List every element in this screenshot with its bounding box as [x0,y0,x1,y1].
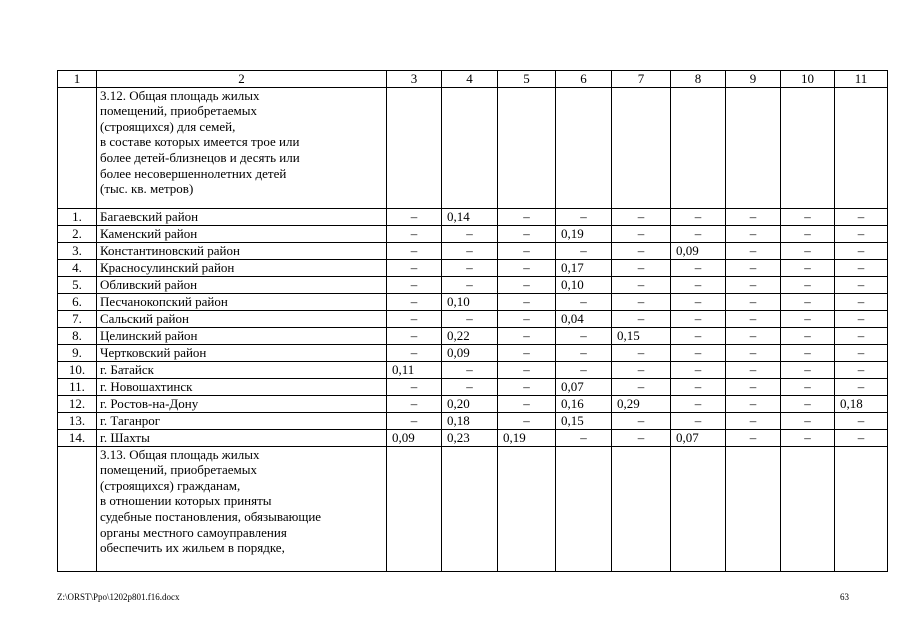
value-cell: – [835,412,888,429]
value-cell: – [387,327,442,344]
value-cell: – [781,395,835,412]
value-cell: – [442,378,498,395]
value-cell: – [387,412,442,429]
value-cell: – [612,208,671,225]
district-name: Сальский район [97,310,387,327]
value-cell: 0,17 [556,259,612,276]
data-table [57,70,888,572]
value-cell: 0,22 [442,327,498,344]
value-cell: – [835,259,888,276]
value-cell: – [387,378,442,395]
value-cell: – [835,344,888,361]
row-number: 2. [58,225,97,242]
header-row [58,71,888,88]
value-cell: – [387,310,442,327]
value-cell: – [387,259,442,276]
value-cell: – [781,293,835,310]
district-name: Багаевский район [97,208,387,225]
value-cell: – [498,310,556,327]
value-cell: – [726,378,781,395]
footer-file-path: Z:\ORST\Ppo\1202p801.f16.docx [57,592,180,602]
value-cell: – [726,412,781,429]
column-header-9: 9 [726,71,781,88]
value-cell: 0,15 [612,327,671,344]
value-cell: 0,04 [556,310,612,327]
value-cell: – [442,276,498,293]
column-header-4: 4 [442,71,498,88]
value-cell: – [726,310,781,327]
value-cell: – [835,429,888,446]
value-cell: – [726,429,781,446]
value-cell: – [726,225,781,242]
value-cell: – [387,276,442,293]
value-cell: – [442,310,498,327]
value-cell: – [781,310,835,327]
value-cell: – [498,378,556,395]
row-number: 13. [58,412,97,429]
section-row-3-12 [58,87,888,208]
value-cell: – [612,310,671,327]
value-cell: 0,09 [442,344,498,361]
empty-cell [556,87,612,208]
value-cell: – [387,225,442,242]
value-cell: – [781,208,835,225]
district-name: Обливский район [97,276,387,293]
empty-cell [498,446,556,571]
value-cell: – [498,327,556,344]
row-number: 4. [58,259,97,276]
value-cell: – [671,361,726,378]
empty-cell [612,446,671,571]
table-row [58,412,888,429]
district-name: Целинский район [97,327,387,344]
district-name: Чертковский район [97,344,387,361]
value-cell: 0,19 [556,225,612,242]
table-row [58,208,888,225]
value-cell: – [781,412,835,429]
value-cell: – [612,361,671,378]
row-number: 7. [58,310,97,327]
empty-cell [556,446,612,571]
row-number: 5. [58,276,97,293]
value-cell: – [498,259,556,276]
value-cell: – [387,395,442,412]
value-cell: – [556,293,612,310]
value-cell: 0,10 [442,293,498,310]
value-cell: – [612,242,671,259]
value-cell: 0,18 [835,395,888,412]
district-name: г. Шахты [97,429,387,446]
district-name: г. Новошахтинск [97,378,387,395]
empty-cell [442,87,498,208]
empty-cell [781,446,835,571]
row-number-cell [58,446,97,571]
value-cell: – [556,344,612,361]
table-row [58,361,888,378]
table-row [58,293,888,310]
value-cell: 0,07 [671,429,726,446]
district-name: г. Таганрог [97,412,387,429]
value-cell: – [556,327,612,344]
value-cell: – [781,242,835,259]
table-row [58,395,888,412]
table-row [58,378,888,395]
value-cell: – [781,361,835,378]
value-cell: – [498,293,556,310]
value-cell: – [387,293,442,310]
value-cell: 0,07 [556,378,612,395]
value-cell: – [612,429,671,446]
value-cell: – [498,412,556,429]
value-cell: – [556,361,612,378]
value-cell: – [835,242,888,259]
value-cell: – [556,208,612,225]
value-cell: – [671,378,726,395]
value-cell: – [498,225,556,242]
district-name: Каменский район [97,225,387,242]
value-cell: – [498,344,556,361]
value-cell: 0,18 [442,412,498,429]
value-cell: – [726,276,781,293]
value-cell: – [671,225,726,242]
row-number: 8. [58,327,97,344]
row-number-cell [58,87,97,208]
value-cell: – [387,344,442,361]
value-cell: – [835,276,888,293]
row-number: 11. [58,378,97,395]
page-number: 63 [840,592,849,602]
value-cell: – [781,429,835,446]
value-cell: – [387,208,442,225]
value-cell: – [726,327,781,344]
column-header-2: 2 [97,71,387,88]
value-cell: – [612,378,671,395]
value-cell: – [671,259,726,276]
row-number: 1. [58,208,97,225]
empty-cell [835,446,888,571]
empty-cell [726,87,781,208]
value-cell: – [726,293,781,310]
section-title: 3.12. Общая площадь жилых помещений, приобретаемых (строящихся) для семей, в составе которых имеется трое или более детей-близнецов и десять или более несовершеннолетних детей (тыс. кв. метров) [97,87,387,208]
table-row [58,225,888,242]
value-cell: – [442,242,498,259]
value-cell: – [612,412,671,429]
empty-cell [671,446,726,571]
empty-cell [612,87,671,208]
district-name: г. Ростов-на-Дону [97,395,387,412]
value-cell: – [835,293,888,310]
value-cell: – [442,259,498,276]
column-header-1: 1 [58,71,97,88]
value-cell: – [556,242,612,259]
row-number: 9. [58,344,97,361]
district-name: Песчанокопский район [97,293,387,310]
row-number: 14. [58,429,97,446]
table-row [58,344,888,361]
value-cell: – [612,259,671,276]
value-cell: – [671,208,726,225]
value-cell: 0,11 [387,361,442,378]
value-cell: – [726,395,781,412]
district-name: Красносулинский район [97,259,387,276]
column-header-3: 3 [387,71,442,88]
value-cell: – [556,429,612,446]
empty-cell [498,87,556,208]
value-cell: – [671,344,726,361]
column-header-7: 7 [612,71,671,88]
value-cell: 0,14 [442,208,498,225]
empty-cell [671,87,726,208]
value-cell: 0,29 [612,395,671,412]
value-cell: – [835,361,888,378]
table-row [58,327,888,344]
value-cell: – [726,242,781,259]
column-header-6: 6 [556,71,612,88]
value-cell: – [835,310,888,327]
value-cell: – [387,242,442,259]
value-cell: – [498,361,556,378]
empty-cell [442,446,498,571]
value-cell: – [671,327,726,344]
value-cell: – [498,208,556,225]
value-cell: 0,23 [442,429,498,446]
value-cell: – [781,225,835,242]
row-number: 10. [58,361,97,378]
table-row [58,242,888,259]
district-name: г. Батайск [97,361,387,378]
value-cell: – [726,344,781,361]
value-cell: 0,19 [498,429,556,446]
value-cell: – [671,293,726,310]
value-cell: – [835,327,888,344]
table-row [58,310,888,327]
value-cell: 0,09 [671,242,726,259]
table-row [58,276,888,293]
section-row-3-13 [58,446,888,571]
row-number: 3. [58,242,97,259]
empty-cell [726,446,781,571]
empty-cell [781,87,835,208]
value-cell: – [781,276,835,293]
value-cell: – [781,327,835,344]
value-cell: 0,20 [442,395,498,412]
value-cell: – [612,344,671,361]
row-number: 6. [58,293,97,310]
value-cell: – [726,259,781,276]
value-cell: – [781,378,835,395]
column-header-8: 8 [671,71,726,88]
district-name: Константиновский район [97,242,387,259]
value-cell: – [835,208,888,225]
row-number: 12. [58,395,97,412]
value-cell: – [835,225,888,242]
value-cell: 0,09 [387,429,442,446]
column-header-10: 10 [781,71,835,88]
value-cell: – [835,378,888,395]
value-cell: – [498,242,556,259]
value-cell: – [442,361,498,378]
table-row [58,259,888,276]
value-cell: – [612,225,671,242]
section-title: 3.13. Общая площадь жилых помещений, приобретаемых (строящихся) гражданам, в отношении которых приняты судебные постановления, обязывающие органы местного самоуправления обеспечить их жильем в порядке, [97,446,387,571]
value-cell: – [671,395,726,412]
value-cell: – [671,412,726,429]
empty-cell [835,87,888,208]
value-cell: – [498,395,556,412]
value-cell: – [781,344,835,361]
value-cell: 0,16 [556,395,612,412]
value-cell: – [671,276,726,293]
value-cell: 0,10 [556,276,612,293]
empty-cell [387,446,442,571]
column-header-11: 11 [835,71,888,88]
value-cell: – [726,361,781,378]
value-cell: 0,15 [556,412,612,429]
value-cell: – [612,293,671,310]
value-cell: – [726,208,781,225]
value-cell: – [442,225,498,242]
value-cell: – [612,276,671,293]
empty-cell [387,87,442,208]
column-header-5: 5 [498,71,556,88]
value-cell: – [498,276,556,293]
value-cell: – [781,259,835,276]
table-row [58,429,888,446]
value-cell: – [671,310,726,327]
